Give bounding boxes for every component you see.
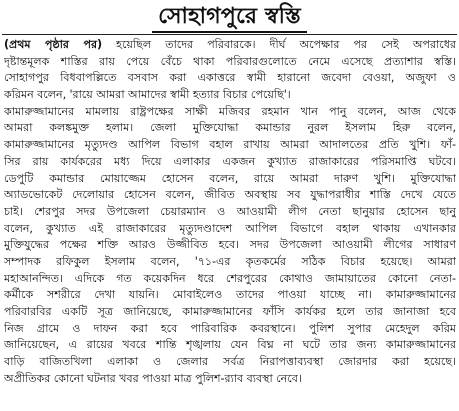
headline: সোহাগপুরে স্বস্তি bbox=[152, 2, 307, 33]
article-line: সির রায় কার্যকরের মধ্য দিয়ে এলাকার একজন কুখ্যাত রাজাকারের পরিসমাপ্তি ঘটবে। bbox=[4, 154, 456, 168]
article-line: সোহাগপুর বিধবাপল্লিতে বসবাস করা একাত্তরে স্বামী হারানো জবেদা বেওয়া, অজুফা ও bbox=[4, 71, 456, 85]
article-line: নিজ গ্রামে ও দাফন করা হবে পারিবারিক কবরস্থানে। পুলিশ সুপার মেহেদুল করিম bbox=[4, 321, 456, 335]
article-body bbox=[4, 37, 456, 387]
article-line: অ্যাডভোকেট দেলোয়ার হোসেন বলেন, জীবিত অবস্থায় সব যুদ্ধাপরাধীর শাস্তি দেখে যেতে bbox=[4, 188, 456, 202]
article-line: কামারুজ্জামানের মৃত্যুদণ্ড আপিল বিভাগ বহাল রাখায় আমরা আদালতের প্রতি খুশি। ফাঁ- bbox=[4, 138, 456, 152]
article-line: কামারুজ্জামানের মামলায় রাষ্ট্রপক্ষের সাক্ষী মজিবর রহমান খান পানু বলেন, আজ থেকে bbox=[4, 104, 456, 118]
article-line: মহাআনন্দিত। এদিকে গত কয়েকদিন ধরে শেরপুরের কোথাও জামায়াতের কোনো নেতা- bbox=[4, 271, 456, 285]
article-line: ডেপুটি কমান্ডার মোয়াজ্জেম হোসেন বলেন, রায়ে আমরা দারুণ খুশি। মুক্তিযোদ্ধা bbox=[4, 171, 456, 185]
lead-in-label: (প্রথম পৃষ্ঠার পর) bbox=[4, 38, 103, 51]
article-line: জানিয়েছেন, এ রায়ের খবরে শান্তি শৃঙ্খলায় যেন বিঘ্ন না ঘটে তার জন্য কামারুজ্জামানের bbox=[4, 338, 456, 352]
headline-rule bbox=[2, 34, 457, 35]
article-line: আমরা কলঙ্কমুক্ত হলাম। জেলা মুক্তিযোদ্ধা কমান্ডার নুরল ইসলাম হিরু বলেন, bbox=[4, 121, 456, 135]
article-line: মুক্তিযুদ্ধের পক্ষের শক্তি আরও উজ্জীবিত হবে। সদর উপজেলা আওয়ামী লীগের সাধারণ bbox=[4, 238, 456, 252]
article-line: কর্মীকে সশরীরে দেখা যায়নি। মোবাইলেও তাদের পাওয়া যাচ্ছে না। কামারুজ্জামানের bbox=[4, 288, 456, 302]
article-line: বলেন, কুখ্যাত এই রাজাকারের মৃত্যুদণ্ডাদেশ আপিল বিভাগে বহাল থাকায় এখানকার bbox=[4, 221, 456, 235]
article-line-text: হয়েছিল তাদের পরিবারকে। দীর্ঘ অপেক্ষার পর সেই অপরাধের bbox=[102, 38, 456, 51]
headline-container bbox=[0, 2, 459, 33]
article-line: বাড়ি বাজিতখিলা এলাকা ও জেলার সর্বত্র নিরাপত্তাব্যবস্থা জোরদার করা হয়েছে। bbox=[4, 355, 456, 369]
article-line: দৃষ্টান্তমূলক শাস্তির রায় পেয়ে বেঁচে থাকা পরিবারগুলোতে নেমে এসেছে প্রত্যাশার স্বস্তি। bbox=[4, 54, 456, 68]
article-line bbox=[4, 37, 456, 54]
article-line: অপ্রীতিকর কোনো ঘটনার খবর পাওয়া মাত্র পুলিশ-র‌্যাব ব্যবস্থা নেবে। bbox=[4, 371, 302, 385]
article-line: করিমন বলেন, 'রায়ে আমরা আমাদের স্বামী হত্যার বিচার পেয়েছি'। bbox=[4, 88, 291, 102]
article-line: সম্পাদক রফিকুল ইসলাম বলেন, '৭১-এর কৃতকর্মের সঠিক বিচার হয়েছে। আমরা bbox=[4, 254, 456, 268]
article-line: পরিবারবির একটি সূত্র জানিয়েছে, কামারুজ্জামানের ফাঁসি কার্যকর হলে তার জানাজা হবে bbox=[4, 305, 456, 318]
article-line: চাই। শেরপুর সদর উপজেলা চেয়ারম্যান ও আওয়ামী লীগ নেতা ছানুয়ার হোসেন ছানু bbox=[4, 204, 456, 218]
